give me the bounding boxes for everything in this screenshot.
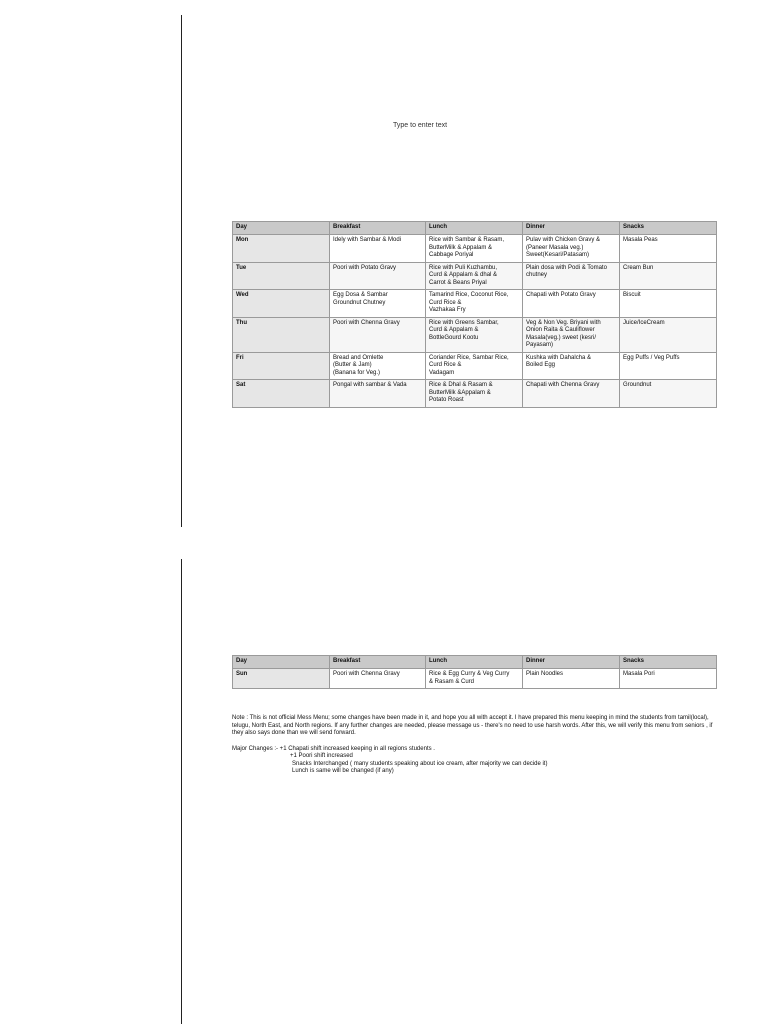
snacks-line: Groundnut — [623, 382, 652, 388]
day-cell: Sun — [233, 669, 330, 689]
lunch-line: Rice with Greens Sambar, — [429, 319, 499, 326]
breakfast-cell — [330, 669, 426, 689]
lunch-line: ButterMilk & Appalam & — [429, 244, 493, 251]
header-breakfast: Breakfast — [330, 656, 426, 669]
lunch-line: Curd Rice & — [429, 362, 462, 368]
dinner-cell — [523, 235, 620, 263]
dinner-line: Payasam) — [526, 342, 554, 348]
table-header-row — [233, 222, 717, 235]
major-changes-label: Major Changes :- +1 Chapati shift increased keeping in all regions students . — [232, 745, 435, 752]
lunch-line: BottleGourd Kootu — [429, 334, 479, 341]
breakfast-cell — [330, 352, 426, 380]
sunday-menu-table — [232, 655, 717, 689]
lunch-line: Curd & Appalam & — [429, 327, 479, 333]
lunch-line: Vazhakaa Fry — [429, 307, 466, 313]
dinner-line: chutney — [526, 272, 548, 278]
note-section — [232, 715, 716, 776]
note-text — [232, 715, 716, 738]
snacks-line: Egg Puffs / Veg Puffs — [623, 354, 680, 361]
lunch-cell — [426, 290, 523, 318]
snacks-cell — [620, 669, 717, 689]
note-line: to use harsh words. After this, we will verify this menu from seniors , if they also says done than we will send forward. — [232, 722, 713, 736]
table-row — [233, 290, 717, 318]
table-row — [233, 669, 717, 689]
dinner-line: Pulav with Chicken Gravy & — [526, 237, 601, 243]
header-day: Day — [233, 656, 330, 669]
lunch-line: Rice & Dhal & Rasam & — [429, 382, 493, 388]
breakfast-line: Groundnut Chutney — [333, 299, 386, 306]
breakfast-line: Poori with Chenna Gravy — [333, 319, 400, 326]
table-header-row — [233, 656, 717, 669]
dinner-cell — [523, 290, 620, 318]
breakfast-line: Idely with Sambar & Modi — [333, 237, 402, 243]
dinner-cell — [523, 669, 620, 689]
note-line: Note : This is not official Mess Menu; some changes have been made in it, and hope you all with accept it. I have prepared this menu keeping in — [232, 715, 614, 721]
header-day: Day — [233, 222, 330, 235]
dinner-line: (Paneer Masala veg.) — [526, 244, 584, 251]
lunch-line: Rice with Puli Kuzhambu, — [429, 264, 498, 271]
breakfast-line: Egg Dosa & Sambar — [333, 292, 388, 298]
dinner-line: Sweet(Kesari/Patasam) — [526, 252, 590, 258]
dinner-line: Chapati with Chenna Gravy — [526, 382, 600, 388]
note-line: mind the students from tamil(local), telugu, North East, and North regions. If any further changes are needed, please message us - there's no need — [232, 715, 709, 729]
breakfast-line: Bread and Omlette — [333, 354, 384, 361]
day-cell: Mon — [233, 235, 330, 263]
snacks-line: Masala Peas — [623, 237, 658, 243]
lunch-line: Carrot & Beans Priyal — [429, 279, 487, 286]
snacks-line: Masala Pori — [623, 671, 655, 677]
day-cell: Fri — [233, 352, 330, 380]
lunch-line: & Rasam & Curd — [429, 678, 475, 685]
header-snacks: Snacks — [620, 656, 717, 669]
breakfast-line: Poori with Chenna Gravy — [333, 671, 400, 677]
table-row — [233, 317, 717, 352]
lunch-line: Tamarind Rice, Coconut Rice, — [429, 292, 509, 298]
lunch-line: Cabbage Poriyal — [429, 252, 474, 258]
lunch-cell — [426, 317, 523, 352]
table-row — [233, 380, 717, 408]
lunch-line: Curd Rice & — [429, 299, 462, 306]
text-placeholder[interactable]: Type to enter text — [393, 122, 448, 129]
header-breakfast: Breakfast — [330, 222, 426, 235]
day-cell: Tue — [233, 262, 330, 290]
snacks-line: Cream Bun — [623, 264, 654, 271]
change-item: +1 Poori shift increased — [290, 753, 353, 759]
breakfast-line: Pongal with sambar & Vada — [333, 382, 407, 388]
lunch-cell — [426, 380, 523, 408]
breakfast-line: Poori with Potato Gravy — [333, 264, 397, 271]
lunch-line: Vadagam — [429, 369, 455, 376]
breakfast-line: (Butter & Jam) — [333, 362, 372, 368]
snacks-cell — [620, 380, 717, 408]
table-row — [233, 352, 717, 380]
dinner-line: Onion Raita & Cauliflower — [526, 327, 595, 333]
header-dinner: Dinner — [523, 222, 620, 235]
dinner-cell — [523, 352, 620, 380]
snacks-cell — [620, 290, 717, 318]
weekly-menu-table — [232, 221, 717, 408]
lunch-line: Curd & Appalam & dhal & — [429, 272, 498, 278]
snacks-line: Juice/IceCream — [623, 319, 665, 326]
dinner-line: Masala(veg.) sweet (kesri/ — [526, 334, 597, 341]
dinner-line: Chapati with Potato Gravy — [526, 292, 596, 298]
dinner-line: Veg & Non Veg. Briyani with — [526, 319, 601, 326]
dinner-line: Boiled Egg — [526, 362, 556, 368]
snacks-line: Biscuit — [623, 292, 641, 298]
page-border-left — [181, 559, 182, 1024]
table-row — [233, 235, 717, 263]
change-item: Snacks Interchanged ( many students speaking about ice cream, after majority we can decide it) — [292, 760, 548, 767]
page-border-left — [181, 15, 182, 527]
lunch-cell — [426, 235, 523, 263]
dinner-line: Kushka with Dahalcha & — [526, 354, 592, 361]
lunch-cell — [426, 352, 523, 380]
day-cell: Sat — [233, 380, 330, 408]
breakfast-cell — [330, 262, 426, 290]
lunch-cell — [426, 262, 523, 290]
change-item: Lunch is same will be changed (if any) — [292, 768, 394, 774]
breakfast-cell — [330, 380, 426, 408]
table-row — [233, 262, 717, 290]
header-snacks: Snacks — [620, 222, 717, 235]
lunch-line: Potato Roast — [429, 397, 464, 403]
header-lunch: Lunch — [426, 222, 523, 235]
breakfast-cell — [330, 317, 426, 352]
snacks-cell — [620, 352, 717, 380]
lunch-line: Rice & Egg Curry & Veg Curry — [429, 671, 510, 677]
header-lunch: Lunch — [426, 656, 523, 669]
major-changes — [232, 746, 716, 776]
dinner-cell — [523, 262, 620, 290]
dinner-line: Plain Noodles — [526, 671, 564, 677]
dinner-cell — [523, 380, 620, 408]
snacks-cell — [620, 235, 717, 263]
lunch-line: Coriander Rice, Sambar Rice, — [429, 354, 509, 361]
header-dinner: Dinner — [523, 656, 620, 669]
dinner-line: Plain dosa with Podi & Tomato — [526, 264, 607, 271]
lunch-cell — [426, 669, 523, 689]
lunch-line: ButterMilk &Appalam & — [429, 389, 491, 396]
breakfast-cell — [330, 290, 426, 318]
snacks-cell — [620, 262, 717, 290]
dinner-cell — [523, 317, 620, 352]
day-cell: Wed — [233, 290, 330, 318]
breakfast-cell — [330, 235, 426, 263]
snacks-cell — [620, 317, 717, 352]
day-cell: Thu — [233, 317, 330, 352]
lunch-line: Rice with Sambar & Rasam, — [429, 237, 505, 243]
breakfast-line: (Banana for Veg.) — [333, 369, 381, 376]
